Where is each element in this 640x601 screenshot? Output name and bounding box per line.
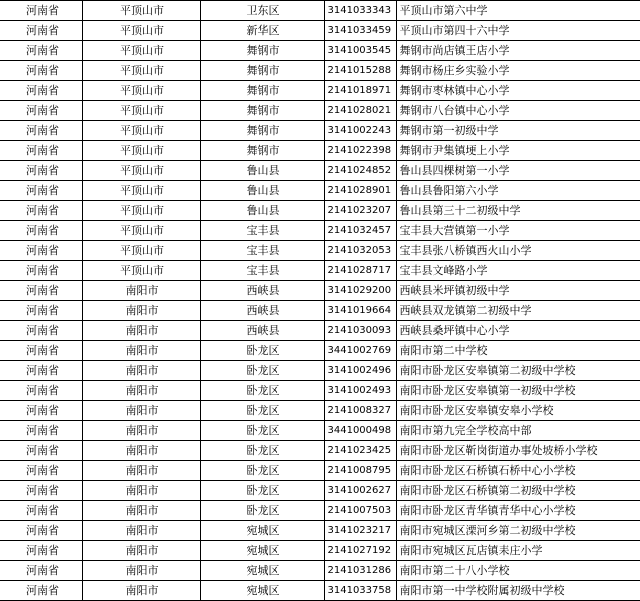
- cell-district: 西峡县: [200, 281, 324, 301]
- cell-province: 河南省: [0, 41, 82, 61]
- cell-city: 南阳市: [82, 281, 200, 301]
- cell-province: 河南省: [0, 441, 82, 461]
- cell-province: 河南省: [0, 121, 82, 141]
- table-row: [0, 1, 640, 21]
- cell-district: 鲁山县: [200, 201, 324, 221]
- cell-province: 河南省: [0, 301, 82, 321]
- table-body: [0, 1, 640, 601]
- cell-city: 南阳市: [82, 561, 200, 581]
- cell-province: 河南省: [0, 481, 82, 501]
- cell-district: 宝丰县: [200, 241, 324, 261]
- cell-province: 河南省: [0, 381, 82, 401]
- table-row: [0, 341, 640, 361]
- cell-city: 南阳市: [82, 461, 200, 481]
- cell-district: 卧龙区: [200, 461, 324, 481]
- cell-city: 平顶山市: [82, 41, 200, 61]
- table-row: [0, 181, 640, 201]
- cell-city: 平顶山市: [82, 201, 200, 221]
- cell-school-code: 2141008327: [324, 401, 396, 421]
- cell-school-name: 宝丰县张八桥镇西火山小学: [396, 241, 640, 261]
- cell-district: 宝丰县: [200, 221, 324, 241]
- cell-city: 平顶山市: [82, 261, 200, 281]
- cell-province: 河南省: [0, 401, 82, 421]
- cell-school-name: 舞钢市尹集镇埂上小学: [396, 141, 640, 161]
- cell-district: 卧龙区: [200, 341, 324, 361]
- table-row: [0, 261, 640, 281]
- table-row: [0, 361, 640, 381]
- cell-school-name: 鲁山县四棵树第一小学: [396, 161, 640, 181]
- cell-province: 河南省: [0, 541, 82, 561]
- cell-school-name: 南阳市卧龙区安皋镇第二初级中学校: [396, 361, 640, 381]
- cell-school-code: 3141002496: [324, 361, 396, 381]
- cell-city: 南阳市: [82, 441, 200, 461]
- cell-district: 宝丰县: [200, 261, 324, 281]
- table-row: [0, 441, 640, 461]
- cell-city: 平顶山市: [82, 161, 200, 181]
- cell-district: 舞钢市: [200, 41, 324, 61]
- table-row: [0, 481, 640, 501]
- cell-province: 河南省: [0, 321, 82, 341]
- cell-province: 河南省: [0, 101, 82, 121]
- cell-school-code: 3141002243: [324, 121, 396, 141]
- cell-school-name: 南阳市卧龙区安皋镇安皋小学校: [396, 401, 640, 421]
- cell-city: 南阳市: [82, 481, 200, 501]
- cell-school-name: 南阳市第二中学校: [396, 341, 640, 361]
- cell-school-code: 3141002627: [324, 481, 396, 501]
- cell-city: 南阳市: [82, 321, 200, 341]
- cell-city: 平顶山市: [82, 121, 200, 141]
- cell-school-code: 2141008795: [324, 461, 396, 481]
- cell-district: 卧龙区: [200, 501, 324, 521]
- cell-province: 河南省: [0, 181, 82, 201]
- cell-school-code: 3141019664: [324, 301, 396, 321]
- cell-school-code: 3141033343: [324, 1, 396, 21]
- cell-district: 宛城区: [200, 521, 324, 541]
- table-row: [0, 161, 640, 181]
- table-row: [0, 81, 640, 101]
- cell-city: 南阳市: [82, 421, 200, 441]
- cell-school-name: 宝丰县大营镇第一小学: [396, 221, 640, 241]
- cell-city: 平顶山市: [82, 141, 200, 161]
- cell-province: 河南省: [0, 261, 82, 281]
- cell-school-code: 2141027192: [324, 541, 396, 561]
- cell-school-code: 2141028901: [324, 181, 396, 201]
- table-row: [0, 61, 640, 81]
- cell-school-name: 舞钢市八台镇中心小学: [396, 101, 640, 121]
- cell-province: 河南省: [0, 161, 82, 181]
- cell-school-name: 平顶山市第六中学: [396, 1, 640, 21]
- cell-city: 平顶山市: [82, 181, 200, 201]
- table-row: [0, 21, 640, 41]
- cell-school-name: 南阳市第一中学校附属初级中学校: [396, 581, 640, 601]
- table-row: [0, 581, 640, 601]
- table-row: [0, 521, 640, 541]
- cell-school-name: 南阳市卧龙区石桥镇石桥中心小学校: [396, 461, 640, 481]
- table-row: [0, 401, 640, 421]
- cell-province: 河南省: [0, 21, 82, 41]
- table-row: [0, 241, 640, 261]
- cell-province: 河南省: [0, 81, 82, 101]
- cell-province: 河南省: [0, 461, 82, 481]
- cell-district: 鲁山县: [200, 161, 324, 181]
- table-row: [0, 121, 640, 141]
- table-row: [0, 501, 640, 521]
- cell-school-name: 南阳市宛城区溧河乡第二初级中学校: [396, 521, 640, 541]
- cell-school-name: 鲁山县第三十二初级中学: [396, 201, 640, 221]
- cell-school-name: 鲁山县鲁阳第六小学: [396, 181, 640, 201]
- cell-school-name: 南阳市卧龙区安皋镇第一初级中学校: [396, 381, 640, 401]
- cell-school-code: 3141023217: [324, 521, 396, 541]
- cell-school-name: 舞钢市尚店镇王店小学: [396, 41, 640, 61]
- cell-district: 舞钢市: [200, 81, 324, 101]
- cell-district: 舞钢市: [200, 121, 324, 141]
- cell-district: 舞钢市: [200, 61, 324, 81]
- cell-school-code: 2141030093: [324, 321, 396, 341]
- cell-city: 平顶山市: [82, 81, 200, 101]
- table-row: [0, 381, 640, 401]
- cell-city: 南阳市: [82, 341, 200, 361]
- cell-city: 南阳市: [82, 581, 200, 601]
- cell-school-code: 2141028021: [324, 101, 396, 121]
- cell-city: 南阳市: [82, 361, 200, 381]
- cell-school-code: 3141029200: [324, 281, 396, 301]
- cell-district: 卧龙区: [200, 381, 324, 401]
- cell-school-code: 3141002493: [324, 381, 396, 401]
- cell-district: 卫东区: [200, 1, 324, 21]
- cell-school-code: 2141024852: [324, 161, 396, 181]
- cell-province: 河南省: [0, 221, 82, 241]
- cell-school-code: 2141023207: [324, 201, 396, 221]
- cell-school-name: 宝丰县文峰路小学: [396, 261, 640, 281]
- cell-school-code: 3441002769: [324, 341, 396, 361]
- cell-school-name: 平顶山市第四十六中学: [396, 21, 640, 41]
- table-row: [0, 541, 640, 561]
- cell-district: 西峡县: [200, 321, 324, 341]
- cell-school-code: 2141015288: [324, 61, 396, 81]
- table-row: [0, 141, 640, 161]
- cell-province: 河南省: [0, 201, 82, 221]
- cell-city: 南阳市: [82, 501, 200, 521]
- cell-district: 卧龙区: [200, 421, 324, 441]
- cell-city: 南阳市: [82, 401, 200, 421]
- cell-province: 河南省: [0, 1, 82, 21]
- cell-district: 卧龙区: [200, 441, 324, 461]
- cell-city: 南阳市: [82, 301, 200, 321]
- cell-city: 南阳市: [82, 521, 200, 541]
- cell-school-code: 2141032053: [324, 241, 396, 261]
- cell-school-code: 2141007503: [324, 501, 396, 521]
- table-row: [0, 421, 640, 441]
- table-row: [0, 41, 640, 61]
- cell-school-code: 2141032457: [324, 221, 396, 241]
- cell-province: 河南省: [0, 581, 82, 601]
- cell-school-name: 舞钢市第一初级中学: [396, 121, 640, 141]
- table-row: [0, 101, 640, 121]
- cell-school-code: 3441000498: [324, 421, 396, 441]
- cell-school-code: 2141031286: [324, 561, 396, 581]
- cell-district: 西峡县: [200, 301, 324, 321]
- cell-school-code: 3141003545: [324, 41, 396, 61]
- cell-province: 河南省: [0, 421, 82, 441]
- cell-district: 卧龙区: [200, 401, 324, 421]
- cell-school-code: 3141033459: [324, 21, 396, 41]
- cell-school-code: 2141018971: [324, 81, 396, 101]
- cell-province: 河南省: [0, 501, 82, 521]
- cell-province: 河南省: [0, 61, 82, 81]
- cell-city: 南阳市: [82, 381, 200, 401]
- cell-school-code: 2141028717: [324, 261, 396, 281]
- cell-school-name: 舞钢市枣林镇中心小学: [396, 81, 640, 101]
- cell-city: 平顶山市: [82, 21, 200, 41]
- cell-city: 平顶山市: [82, 1, 200, 21]
- cell-province: 河南省: [0, 281, 82, 301]
- cell-school-name: 西峡县米坪镇初级中学: [396, 281, 640, 301]
- cell-school-name: 舞钢市杨庄乡实验小学: [396, 61, 640, 81]
- cell-school-name: 南阳市宛城区瓦店镇耒庄小学: [396, 541, 640, 561]
- cell-district: 卧龙区: [200, 481, 324, 501]
- cell-district: 舞钢市: [200, 141, 324, 161]
- cell-city: 平顶山市: [82, 221, 200, 241]
- cell-school-name: 西峡县桑坪镇中心小学: [396, 321, 640, 341]
- cell-school-code: 2141023425: [324, 441, 396, 461]
- cell-district: 宛城区: [200, 581, 324, 601]
- table-row: [0, 201, 640, 221]
- table-row: [0, 281, 640, 301]
- cell-province: 河南省: [0, 561, 82, 581]
- cell-school-name: 南阳市卧龙区石桥镇第二初级中学校: [396, 481, 640, 501]
- cell-school-code: 3141033758: [324, 581, 396, 601]
- cell-province: 河南省: [0, 141, 82, 161]
- cell-city: 平顶山市: [82, 61, 200, 81]
- cell-district: 卧龙区: [200, 361, 324, 381]
- cell-city: 南阳市: [82, 541, 200, 561]
- cell-school-name: 南阳市第九完全学校高中部: [396, 421, 640, 441]
- cell-city: 平顶山市: [82, 101, 200, 121]
- cell-province: 河南省: [0, 361, 82, 381]
- cell-province: 河南省: [0, 341, 82, 361]
- cell-school-name: 南阳市卧龙区青华镇青华中心小学校: [396, 501, 640, 521]
- cell-city: 平顶山市: [82, 241, 200, 261]
- cell-province: 河南省: [0, 521, 82, 541]
- cell-school-name: 西峡县双龙镇第二初级中学: [396, 301, 640, 321]
- cell-district: 舞钢市: [200, 101, 324, 121]
- table-row: [0, 561, 640, 581]
- cell-district: 宛城区: [200, 541, 324, 561]
- cell-district: 鲁山县: [200, 181, 324, 201]
- cell-province: 河南省: [0, 241, 82, 261]
- table-row: [0, 321, 640, 341]
- table-row: [0, 221, 640, 241]
- cell-school-name: 南阳市第二十八小学校: [396, 561, 640, 581]
- cell-school-code: 2141022398: [324, 141, 396, 161]
- cell-school-name: 南阳市卧龙区靳岗街道办事处坡桥小学校: [396, 441, 640, 461]
- table-row: [0, 461, 640, 481]
- cell-district: 新华区: [200, 21, 324, 41]
- cell-district: 宛城区: [200, 561, 324, 581]
- table-row: [0, 301, 640, 321]
